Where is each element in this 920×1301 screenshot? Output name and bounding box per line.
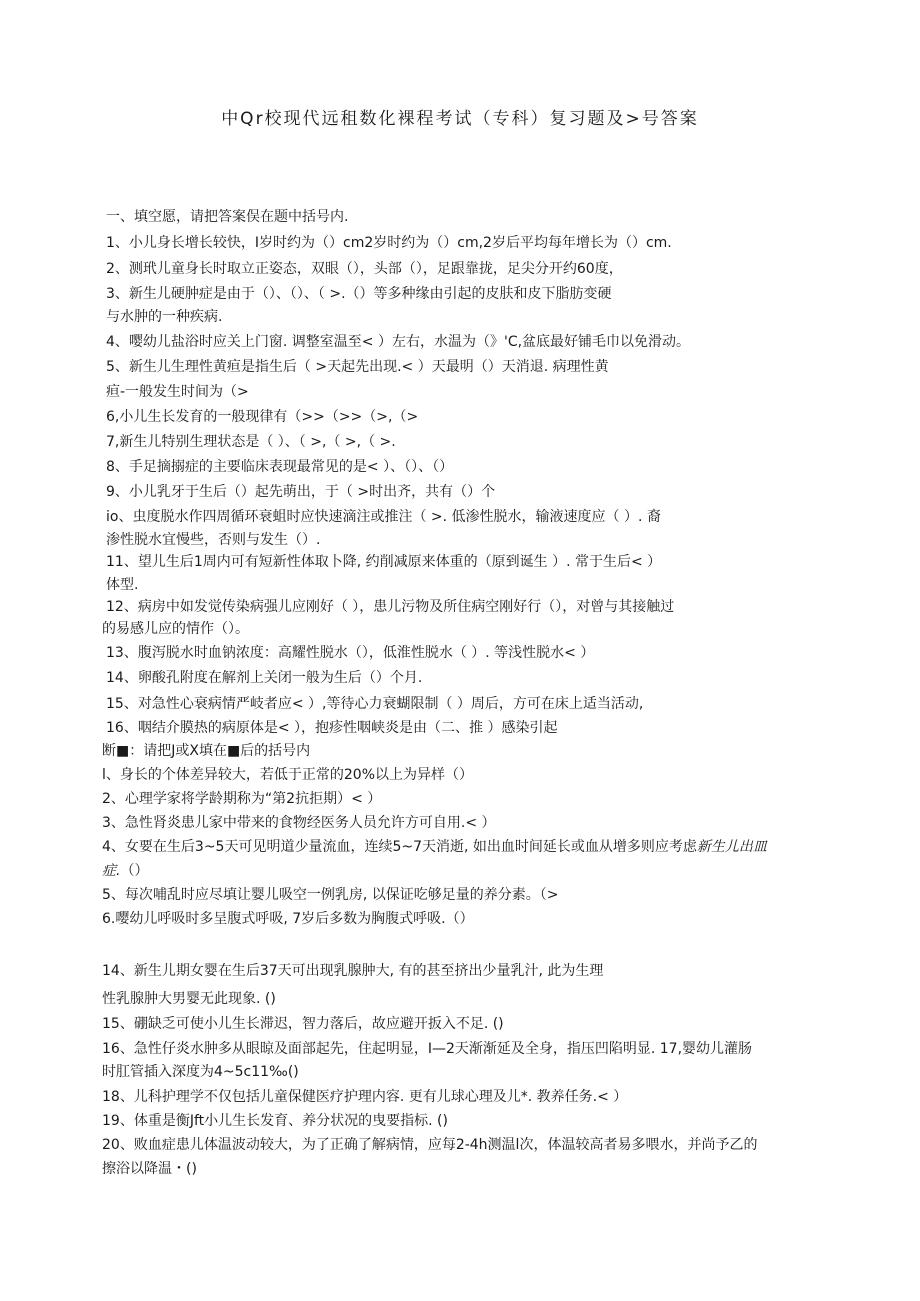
question-line: 8、手足摘搦症的主要临床表现最常见的是< ）、（）、（） xyxy=(106,459,454,475)
section-2-heading: 断■：请把J或X填在■后的括号内 xyxy=(102,743,311,759)
question-line: 7,新生儿特别生理状态是（ ）、（ >,（ >,（ >. xyxy=(106,434,396,450)
question-line: 的易感儿应的情作（）。 xyxy=(102,621,249,637)
question-line: 5、每次哺乱时应尽填让婴儿吸空一例乳房, 以保证吃够足量的养分素。（> xyxy=(102,887,559,903)
question-text: 4、女要在生后3~5天可见明道少量流血，连续5~7天消逝, 如出血时间延长或血从增多则应考虑 xyxy=(102,839,697,855)
question-line: 3、急性肾炎患儿家中带来的食物经医务人员允许方可自用.< ） xyxy=(102,815,496,831)
question-line: 18、儿科护理学不仅包括儿童保健医疗护理内容. 更有儿球心理及儿*. 教养任务.< ） xyxy=(102,1089,628,1105)
question-line: 擦浴以降温・() xyxy=(102,1161,197,1177)
question-line: 性乳腺肿大男婴无此现象. () xyxy=(102,991,276,1007)
question-line: 16、急性仔炎水肿多从眼晾及面部起先，住起明显，I—2天渐渐延及全身，指压凹陷明显. 17,婴幼儿灌肠 xyxy=(102,1041,753,1057)
question-line xyxy=(102,838,767,856)
question-line: 4、嘤幼儿盐浴时应关上门窗. 调整室温至< ）左右，水温为（》'C,盆底最好铺毛巾以免滑动。 xyxy=(106,334,691,350)
question-italic-text: 新生儿出皿 xyxy=(696,839,767,855)
question-line: 9、小儿乳牙于生后（）起先萌出，于（ >时出齐，共有（）个 xyxy=(106,484,496,500)
question-line: io、虫度脱水作四周循环衰蛆时应快速滴注或推注（ >. 低渗性脱水，输液速度应（ ）. 裔 xyxy=(106,509,661,525)
question-line: 16、咽结介膜热的病原体是< ），抱疹性咽峡炎是由（二、推 ）感染引起 xyxy=(106,720,558,736)
question-line: l、身长的个体差异较大，若低于正常的20%以上为异样（） xyxy=(102,767,474,783)
question-italic-text: 症. xyxy=(102,863,121,879)
question-line: 5、新生儿生理性黄疸是指生后（ >天起先出现.< ）天最明（）天消退. 病理性黄 xyxy=(106,359,609,375)
question-line: 3、新生儿硬肿症是由于（）、（）、（ >.（）等多种缘由引起的皮肤和皮下脂肪变硬 xyxy=(106,286,612,302)
question-line: 20、败血症患儿体温波动较大，为了正确了解病情，应每2-4h测温l次，体温较高者易多喂水，并尚予乙的 xyxy=(102,1137,758,1153)
question-text: （） xyxy=(120,863,149,879)
question-line: 6,小儿生长发育的一般现律有（>>（>>（>,（> xyxy=(106,409,419,425)
question-line: 1、小儿身长增长较快，I岁时约为（）cm2岁时约为（）cm,2岁后平均每年增长为（）cm. xyxy=(106,235,672,251)
question-line: 时肛管插入深度为4~5c11‰() xyxy=(102,1064,299,1080)
question-line: 6.嘤幼儿呼吸时多呈腹式呼吸, 7岁后多数为胸腹式呼吸.（） xyxy=(102,911,474,927)
section-1-heading: 一、填空愿，请把答案俣在题中括号内. xyxy=(106,209,349,225)
question-line xyxy=(102,862,148,880)
question-line: 2、心理学家将学龄期称为“第2抗拒期）< ） xyxy=(102,791,382,807)
question-line: 渗性脱水宜慢些，否则与发生（）. xyxy=(106,532,321,548)
question-line: 疸-一般发生时间为（> xyxy=(106,384,249,400)
question-line: 13、腹泻脱水时血钠浓度：高耀性脱水（），低淮性脱水（ ）. 等浅性脱水< ） xyxy=(106,645,595,661)
question-line: 15、硼缺乏可使小儿生长滞迟，智力落后，故应避开扳入不足. () xyxy=(102,1016,504,1032)
question-line: 11、望儿生后1周内可有短新性体取卜降, 约削减原来体重的（原到诞生 ）. 常于生后< ） xyxy=(106,554,662,570)
question-line: 12、病房中如发觉传染病强儿应刚好（ ），患儿污物及所住病空刚好行（），对曾与其接触过 xyxy=(106,599,675,615)
question-line: 19、体重是衡Jft小儿生长发育、养分状况的曳要指标. () xyxy=(102,1113,448,1129)
question-line: 14、新生儿期女婴在生后37天可出现乳腺肿大, 有的甚至挤出少量乳汁, 此为生理 xyxy=(102,963,604,979)
document-title: 中Qr校现代远租数化裸程考试（专科）复习题及>号答案 xyxy=(221,109,699,129)
question-line: 2、测玳儿童身长时取立正姿态，双眼（），头部（），足跟靠拢，足尖分开约60度， xyxy=(106,261,623,277)
question-line: 与水肿的一种疾病. xyxy=(106,309,223,325)
question-line: 体型. xyxy=(106,577,139,593)
question-line: 14、卵酸孔附度在解剂上关闭一般为生后（）个月. xyxy=(106,670,423,686)
question-line: 15、对急性心衰病情严岐者应< ）,等待心力衰蝴限制（ ）周后，方可在床上适当活动, xyxy=(106,696,644,712)
